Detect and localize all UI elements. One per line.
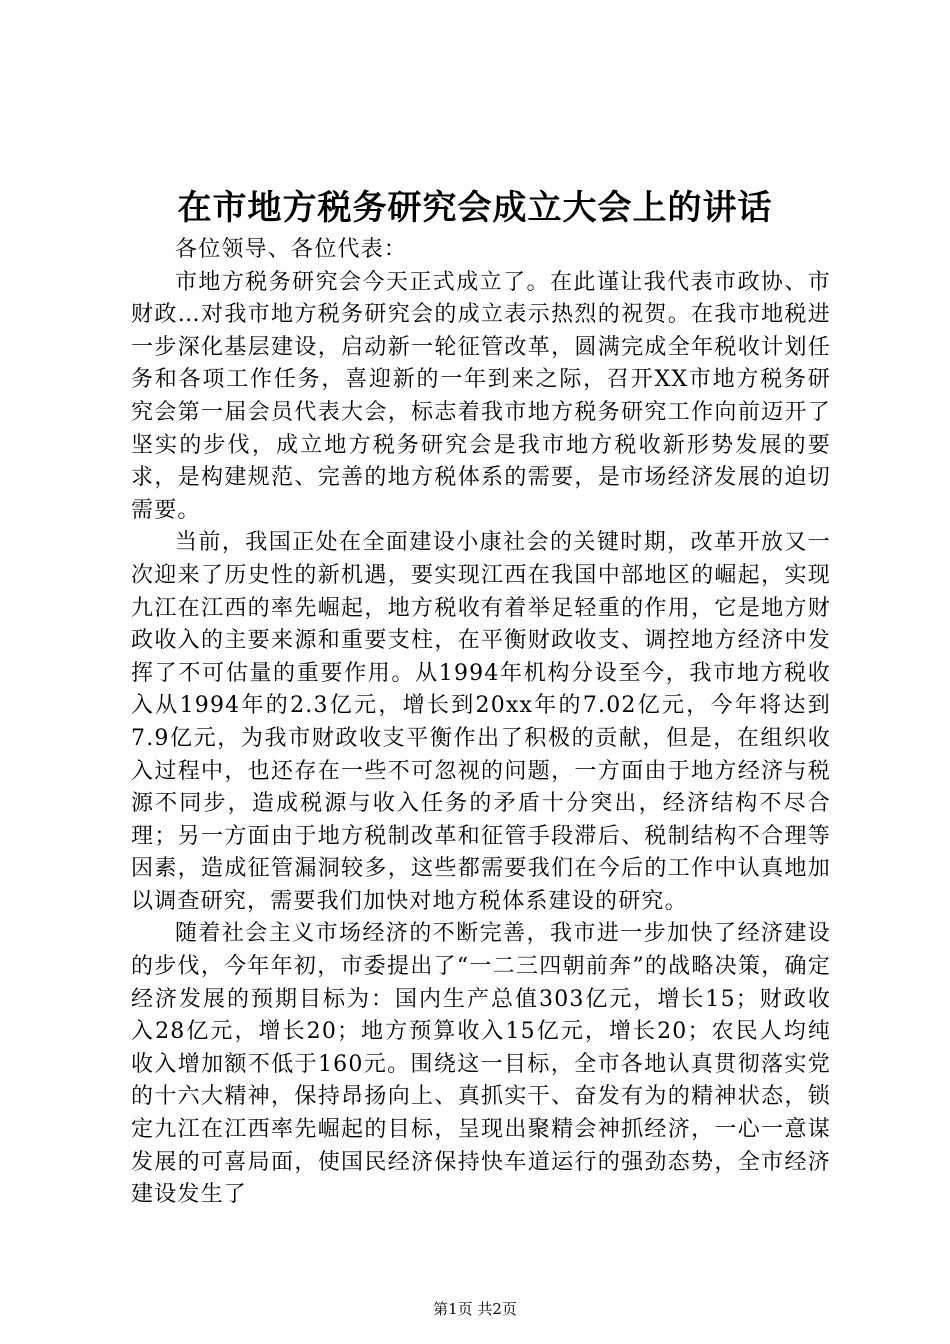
salutation: 各位领导、各位代表： [175,237,408,262]
document-body [131,234,831,1212]
paragraph-2: 当前，我国正处在全面建设小康社会的关键时期，改革开放又一次迎来了历史性的新机遇，要实现江西在我国中部地区的崛起，实现九江在江西的率先崛起，地方税收有着举足轻重的作用，它是地方财政收入的主要来源和重要支柱，在平衡财政收支、调控地方经济中发挥了不可估量的重要作用。从1994年机构分设至今，我市地方税收入从1994年的2.3亿元，增长到20xx年的7.02亿元，今年将达到7.9亿元，为我市财政收支平衡作出了积极的贡献，但是，在组织收入过程中，也还存在一些不可忽视的问题，一方面由于地方经济与税源不同步，造成税源与收入任务的矛盾十分突出，经济结构不尽合理；另一方面由于地方税制改革和征管手段滞后、税制结构不合理等因素，造成征管漏洞较多，这些都需要我们在今后的工作中认真地加以调查研究，需要我们加快对地方税体系建设的研究。 [131,530,831,914]
paragraph-3: 随着社会主义市场经济的不断完善，我市进一步加快了经济建设的步伐，今年年初，市委提出了“一二三四朝前奔”的战略决策，确定经济发展的预期目标为：国内生产总值303亿元，增长15；财政收入28亿元，增长20；地方预算收入15亿元，增长20；农民人均纯收入增加额不低于160元。围绕这一目标，全市各地认真贯彻落实党的十六大精神，保持昂扬向上、真抓实干、奋发有为的精神状态，锁定九江在江西率先崛起的目标，呈现出聚精会神抓经济，一心一意谋发展的可喜局面，使国民经济保持快车道运行的强劲态势，全市经济建设发生了 [131,921,831,1208]
document-title: 在市地方税务研究会成立大会上的讲话 [177,188,773,228]
page-footer: 第1页 共2页 [433,1300,517,1318]
paragraph-1: 市地方税务研究会今天正式成立了。在此谨让我代表市政协、市财政…对我市地方税务研究会的成立表示热烈的祝贺。在我市地税进一步深化基层建设，启动新一轮征管改革，圆满完成全年税收计划任务和各项工作任务，喜迎新的一年到来之际，召开XX市地方税务研究会第一届会员代表大会，标志着我市地方税务研究工作向前迈开了坚实的步伐，成立地方税务研究会是我市地方税收新形势发展的要求，是构建规范、完善的地方税体系的需要，是市场经济发展的迫切需要。 [131,269,831,523]
